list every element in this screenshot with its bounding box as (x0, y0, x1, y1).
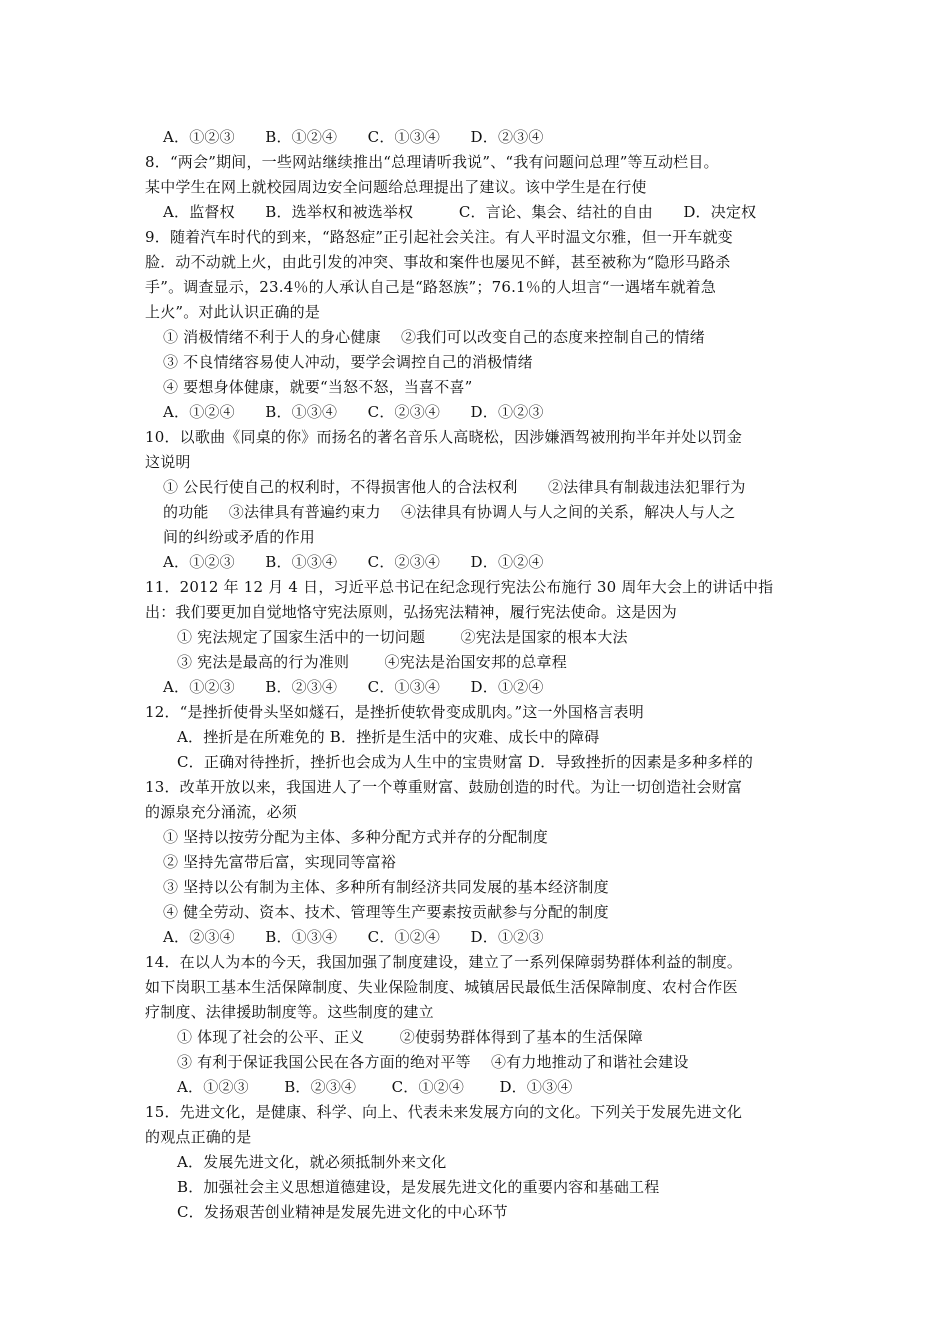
q15-option-c: C．发扬艰苦创业精神是发展先进文化的中心环节 (177, 1203, 508, 1221)
q11-stem-line-2: 出：我们要更加自觉地恪守宪法原则，弘扬宪法精神，履行宪法使命。这是因为 (145, 603, 678, 621)
q15-stem-line-2: 的观点正确的是 (145, 1128, 252, 1146)
q8-stem-line-1: 8．“两会”期间，一些网站继续推出“总理请听我说”、“我有问题问总理”等互动栏目。 (145, 153, 719, 171)
q13-answer-options: A．②③④ B．①③④ C．①②④ D．①②③ (163, 928, 544, 946)
q9-answer-options: A．①②④ B．①③④ C．②③④ D．①②③ (163, 403, 544, 421)
q8-stem-line-2: 某中学生在网上就校园周边安全问题给总理提出了建议。该中学生是在行使 (145, 178, 647, 196)
q13-stem-line-2: 的源泉充分涌流，必须 (145, 803, 298, 821)
q14-statement-1-2: ① 体现了社会的公平、正义 ②使弱势群体得到了基本的生活保障 (177, 1028, 643, 1046)
q14-stem-line-3: 疗制度、法律援助制度等。这些制度的建立 (145, 1003, 434, 1021)
q9-statement-3: ③ 不良情绪容易使人冲动，要学会调控自己的消极情绪 (163, 353, 533, 371)
q14-statement-3-4: ③ 有利于保证我国公民在各方面的绝对平等 ④有力地推动了和谐社会建设 (177, 1053, 689, 1071)
q9-stem-line-1: 9．随着汽车时代的到来，“路怒症”正引起社会关注。有人平时温文尔雅，但一开车就变 (145, 228, 733, 246)
q11-statement-3-4: ③ 宪法是最高的行为准则 ④宪法是治国安邦的总章程 (177, 653, 567, 671)
q9-stem-line-2: 脸．动不动就上火，由此引发的冲突、事故和案件也屡见不鲜，甚至被称为“隐形马路杀 (145, 253, 731, 271)
q14-stem-line-2: 如下岗职工基本生活保障制度、失业保险制度、城镇居民最低生活保障制度、农村合作医 (145, 978, 738, 996)
q13-statement-1: ① 坚持以按劳分配为主体、多种分配方式并存的分配制度 (163, 828, 548, 846)
q8-answer-options: A．监督权 B．选举权和被选举权 C．言论、集会、结社的自由 D．决定权 (163, 203, 757, 221)
q10-statement-line-2: 的功能 ③法律具有普遍约束力 ④法律具有协调人与人之间的关系，解决人与人之 (163, 503, 736, 521)
q10-statement-line-1: ① 公民行使自己的权利时，不得损害他人的合法权利 ②法律具有制裁违法犯罪行为 (163, 478, 746, 496)
q12-options-a-b: A．挫折是在所难免的 B．挫折是生活中的灾难、成长中的障碍 (177, 728, 600, 746)
q11-stem-line-1: 11．2012 年 12 月 4 日，习近平总书记在纪念现行宪法公布施行 30 周年大会上的讲话中指 (145, 578, 774, 596)
q15-stem-line-1: 15．先进文化，是健康、科学、向上、代表未来发展方向的文化。下列关于发展先进文化 (145, 1103, 743, 1121)
q11-statement-1-2: ① 宪法规定了国家生活中的一切问题 ②宪法是国家的根本大法 (177, 628, 628, 646)
q9-stem-line-4: 上火”。对此认识正确的是 (145, 303, 321, 321)
q12-stem: 12．“是挫折使骨头坚如燧石，是挫折使软骨变成肌肉。”这一外国格言表明 (145, 703, 644, 721)
q12-options-c-d: C．正确对待挫折，挫折也会成为人生中的宝贵财富 D．导致挫折的因素是多种多样的 (177, 753, 754, 771)
q10-stem-line-2: 这说明 (145, 453, 191, 471)
q13-stem-line-1: 13．改革开放以来，我国进人了一个尊重财富、鼓励创造的时代。为让一切创造社会财富 (145, 778, 743, 796)
q11-answer-options: A．①②③ B．②③④ C．①③④ D．①②④ (163, 678, 544, 696)
q10-stem-line-1: 10．以歌曲《同桌的你》而扬名的著名音乐人高晓松，因涉嫌酒驾被刑拘半年并处以罚金 (145, 428, 743, 446)
q9-statement-4: ④ 要想身体健康，就要“当怒不怒，当喜不喜” (163, 378, 473, 396)
q15-option-b: B．加强社会主义思想道德建设，是发展先进文化的重要内容和基础工程 (177, 1178, 660, 1196)
q13-statement-2: ② 坚持先富带后富，实现同等富裕 (163, 853, 396, 871)
q13-statement-3: ③ 坚持以公有制为主体、多种所有制经济共同发展的基本经济制度 (163, 878, 609, 896)
q13-statement-4: ④ 健全劳动、资本、技术、管理等生产要素按贡献参与分配的制度 (163, 903, 609, 921)
q10-statement-line-3: 间的纠纷或矛盾的作用 (163, 528, 316, 546)
q9-statement-1-2: ① 消极情绪不利于人的身心健康 ②我们可以改变自己的态度来控制自己的情绪 (163, 328, 705, 346)
q10-answer-options: A．①②③ B．①③④ C．②③④ D．①②④ (163, 553, 544, 571)
q9-stem-line-3: 手”。调查显示，23.4％的人承认自己是“路怒族”；76.1％的人坦言“一遇堵车就着急 (145, 278, 717, 296)
q14-answer-options: A．①②③ B．②③④ C．①②④ D．①③④ (177, 1078, 573, 1096)
q14-stem-line-1: 14．在以人为本的今天，我国加强了制度建设，建立了一系列保障弱势群体利益的制度。 (145, 953, 743, 971)
q15-option-a: A．发展先进文化，就必须抵制外来文化 (177, 1153, 447, 1171)
q7-answer-options: A．①②③ B．①②④ C．①③④ D．②③④ (163, 128, 544, 146)
